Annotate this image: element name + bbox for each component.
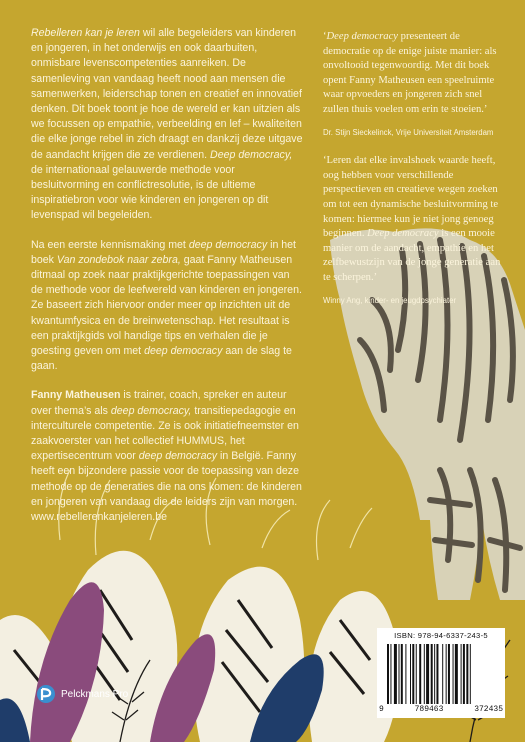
- term-italic: deep democracy: [188, 238, 268, 251]
- blurb-text: in het boek: [31, 238, 296, 266]
- barcode-bar: [434, 644, 435, 704]
- barcode-bar: [436, 644, 438, 704]
- publisher-logo: [36, 682, 128, 706]
- website-url: www.rebellerenkanjeleren.be: [31, 511, 168, 524]
- term-italic: deep democracy: [138, 450, 218, 463]
- term-italic: Deep democracy: [367, 228, 439, 240]
- bio-text: in België. Fanny heeft een bijzondere passie voor de toepassing van deze methode op de generaties die na ons komen: de kinderen en jongeren van vandaag die de leiders zijn van morgen.: [31, 450, 302, 508]
- book-title-italic: Rebelleren kan je leren: [31, 27, 140, 39]
- endorsement-attribution-1: Dr. Stijn Sieckelinck, Vrije Universiteit Amsterdam: [323, 127, 494, 137]
- isbn-text: ISBN: 978-94-6337-243-5: [394, 631, 488, 640]
- barcode-bar: [390, 644, 391, 704]
- endorsement-attribution-2: Winny Ang, kinder- en jeugdpsychiater: [323, 295, 457, 305]
- endorsement-quote-2: [323, 154, 507, 285]
- barcode-bar: [461, 644, 462, 704]
- term-italic: deep democracy,: [110, 404, 192, 417]
- blurb-text: de internationaal gelauwerde methode voor besluitvorming en conflictresolutie, is de ultieme inspiratiebron voor wie kinderen en jongeren op dit levenspad wil begeleiden.: [31, 163, 269, 222]
- barcode-digit-first: 9: [379, 705, 384, 714]
- author-name: Fanny Matheusen: [31, 389, 121, 402]
- previous-book-title: Van zondebok naar zebra,: [56, 253, 181, 266]
- term-italic: Deep democracy: [326, 31, 399, 42]
- barcode-bars: [387, 644, 497, 704]
- endorsements-column: [323, 30, 507, 322]
- barcode-bar: [394, 644, 397, 704]
- barcode-bar: [387, 644, 389, 704]
- quote-open-mark: ‘: [323, 31, 327, 42]
- barcode-bar: [470, 644, 471, 704]
- barcode-bar: [426, 644, 429, 704]
- barcode-digits: [379, 705, 503, 714]
- blurb-text: Na een eerste kennismaking met: [31, 238, 189, 251]
- blurb-column: [31, 26, 303, 539]
- endorsement-quote-1: [323, 30, 507, 118]
- barcode-bar: [463, 644, 465, 704]
- barcode-bar: [453, 644, 454, 704]
- barcode-bar: [412, 644, 414, 704]
- blurb-text: wil alle begeleiders van kinderen en jongeren, in het onderwijs en ook daarbuiten, onmisbare levenscompetenties aanreiken. De samenleving van vandaag heeft nood aan mensen die samenwerken, leiderschap tonen en creatief en innovatief denken. Dit boek toont je hoe de wereld er kan uitzien als we focussen op empathie, verbeelding en lef – kwaliteiten die elke jonge rebel in zich draagt en dankzij deze uitgave de aandacht krijgen die ze verdienen.: [31, 27, 303, 161]
- barcode-bar: [442, 644, 443, 704]
- isbn-barcode: [377, 628, 505, 718]
- quote-text: ‘Leren dat elke invalshoek waarde heeft, oog hebben voor verschillende perspectieven en creatieve wegen zoeken om tot een dynamische besluitvorming te komen: hiermee kun je niet jong genoeg beginnen.: [323, 155, 499, 240]
- barcode-bar: [401, 644, 403, 704]
- barcode-bar: [405, 644, 406, 704]
- barcode-bar: [455, 644, 458, 704]
- barcode-bar: [466, 644, 468, 704]
- blurb-paragraph-2: [31, 238, 303, 375]
- pelckmans-mark-icon: [36, 684, 56, 704]
- barcode-bar: [399, 644, 400, 704]
- blurb-text: aan de slag te gaan.: [31, 345, 292, 373]
- barcode-bar: [431, 644, 433, 704]
- term-italic: deep democracy: [144, 345, 223, 358]
- barcode-bar: [424, 644, 425, 704]
- blurb-paragraph-1: [31, 26, 303, 224]
- bio-text: is trainer, coach, spreker en auteur over thema’s als: [31, 389, 287, 417]
- blurb-text: gaat Fanny Matheusen ditmaal op zoek naar praktijkgerichte toepassingen van de methode voor de leefwereld van kinderen en jongeren. Ze baseert zich hiervoor onder meer op inzichten uit de kwantumfysica en de breinwetenschap. Het resultaat is een praktijkgids vol handige tips en verhalen die je goesting geven om met: [31, 253, 302, 358]
- barcode-bar: [446, 644, 447, 704]
- barcode-bar: [419, 644, 421, 704]
- barcode-bar: [410, 644, 411, 704]
- barcode-bar: [416, 644, 417, 704]
- quote-text: is een mooie manier om de aandacht, empathie en het zelfbewustzijn van de jonge generatie aan te scherpen.’: [323, 228, 501, 283]
- publisher-name: Pelckmans Pro: [61, 688, 129, 700]
- barcode-digits-right: 372435: [474, 705, 503, 714]
- bio-text: transitiepedagogie en interculturele competentie. Ze is ook initiatiefneemster en zaakvoerster van het collectief HUMMUS, het expertisecentrum voor: [31, 404, 299, 463]
- barcode-bar: [448, 644, 450, 704]
- barcode-digits-left: 789463: [414, 705, 444, 714]
- author-bio: [31, 388, 303, 525]
- term-italic: Deep democracy,: [210, 148, 293, 161]
- quote-text: presenteert de democratie op de enige juiste manier: als onvoltooid tegenwoordig. Met dit boek opent Fanny Matheusen een speelruimte waar opvoeders en jongeren zich snel zullen thuis voelen om erin te stoeien.’: [323, 31, 497, 115]
